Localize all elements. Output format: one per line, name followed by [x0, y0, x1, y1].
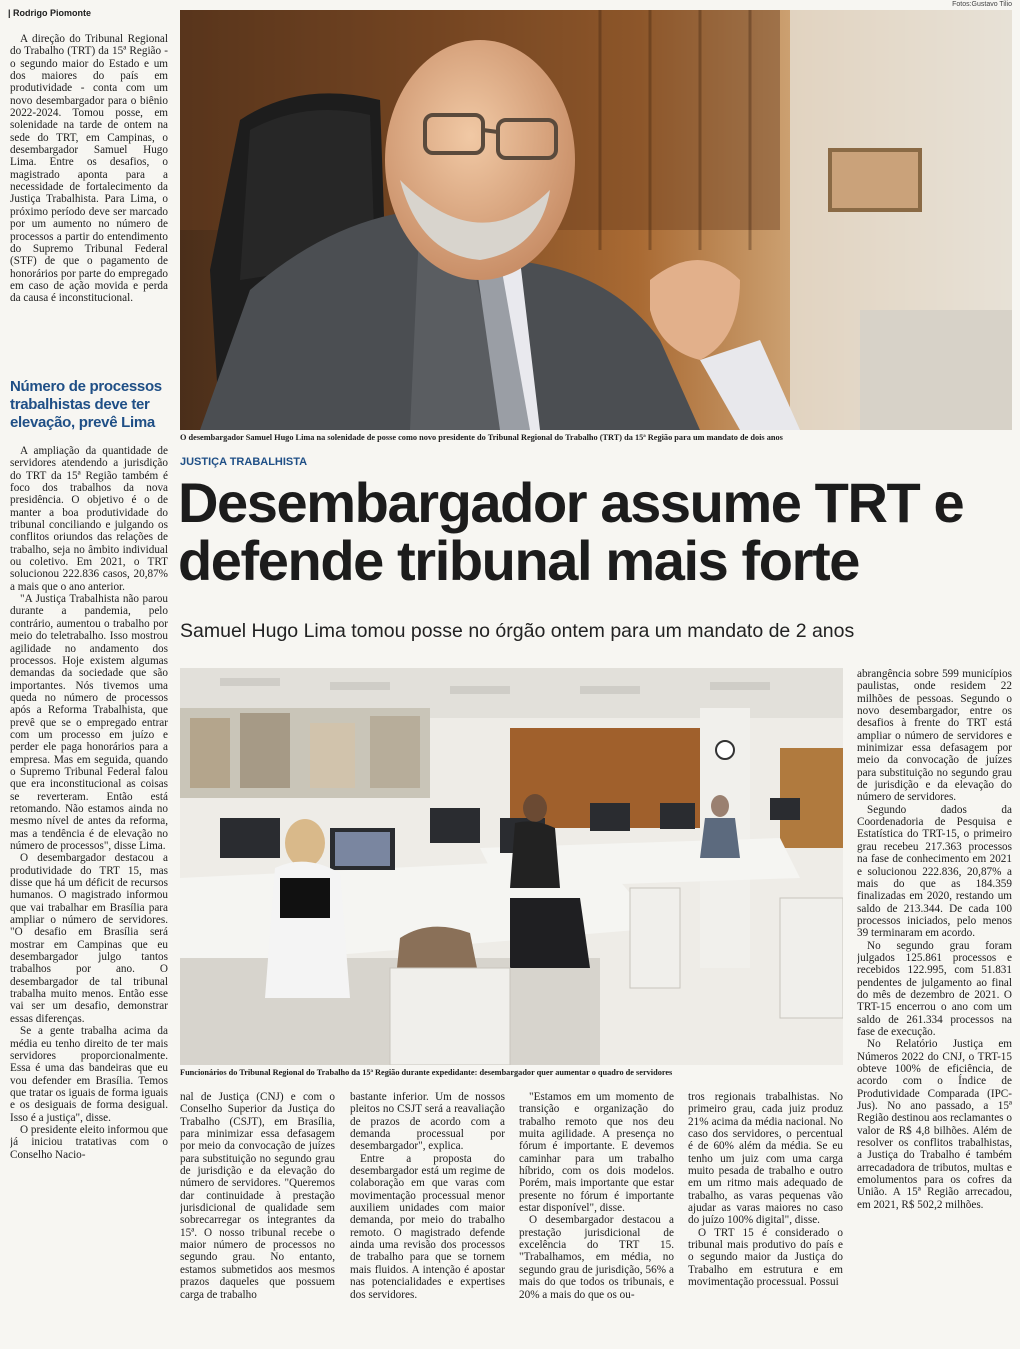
photo-office-illustration: [180, 668, 843, 1065]
headline: Desembargador assume TRT e defende tribunal mais forte: [178, 471, 964, 592]
deck: Samuel Hugo Lima tomou posse no órgão ontem para um mandato de 2 anos: [180, 620, 855, 642]
paragraph: A ampliação da quantidade de servidores atendendo a jurisdição do TRT da 15ª Região também é foco dos trabalhos da nova presidência. O objetivo é o de manter a boa produtividade do tribunal conciliando e julgando os conflitos oriundos das relações de trabalho, seja no âmbito individual ou coletivo. Em 2021, o TRT solucionou 222.836 casos, 20,87% a mais que o ano anterior.: [10, 445, 168, 593]
paragraph: O TRT 15 é considerado o tribunal mais produtivo do país e o segundo maior da Justiça do Trabalho em estrutura e em movimentação processual. Possui: [688, 1226, 843, 1289]
subheading: Número de processos trabalhistas deve ter elevação, prevê Lima: [10, 378, 162, 431]
paragraph: nal de Justiça (CNJ) e com o Conselho Superior da Justiça do Trabalho (CSJT), em Brasília, para minimizar essa defasagem por meio da convocação de juízes para substituição no segundo grau de jurisdição e da elevação do número de servidores. "Queremos dar continuidade à prestação jurisdicional de qualidade sem sobrecarregar os integrantes da 15ª. O nosso tribunal recebe o maior número de processos no segundo grau. No entanto, estamos submetidos aos mesmos prazos daqueles que possuem carga de trabalho: [180, 1091, 335, 1301]
photo-office: [180, 668, 843, 1065]
paragraph: Segundo dados da Coordenadoria de Pesquisa e Estatística do TRT-15, o primeiro grau recebeu 217.363 processos na fase de conhecimento em 2021 e solucionou 222.836, 20,87% a mais do que as 184.359 finalizadas em 2020, restando um saldo de 213.344. De cada 100 processos iniciados, pelo menos 39 terminaram em acordo.: [857, 803, 1012, 940]
paragraph: No segundo grau foram julgados 125.861 processos e recebidos 122.995, com 51.831 pendentes de julgamento ao final do mês de dezembro de 2021. O TRT-15 encerrou o ano com um saldo de 261.334 processos na fase de execução.: [857, 939, 1012, 1038]
paragraph: Entre a proposta do desembargador está um regime de colaboração em que varas com movimentação processual menor auxiliem unidades com maior demanda, por meio do trabalho remoto. O magistrado defende ainda uma revisão dos processos de trabalho para que se tornem mais fluidos. A intenção é apostar nas potencialidades e expertises dos servidores.: [350, 1152, 505, 1301]
article-column-bottom-4: [688, 1091, 843, 1345]
paragraph: O presidente eleito informou que já iniciou tratativas com o Conselho Nacio-: [10, 1123, 168, 1161]
paragraph: O desembargador destacou a produtividade do TRT 15, mas disse que há um déficit de recursos humanos. O magistrado informou que vai trabalhar em Brasília para ampliar o número de servidores. "O desafio em Brasília será mostrar em Campinas que eu desembargador julgo tantos trabalhos por ano. O desembargador de tal tribunal trabalha muito menos. Então esse vai ser um desafio, demonstrar essas diferenças.: [10, 852, 168, 1025]
paragraph: tros regionais trabalhistas. No primeiro grau, cada juiz produz 21% acima da média nacional. No caso dos servidores, o percentual é de 60% além da média. Se eu tenho um juiz com uma carga muito pesada de trabalho e outro em um ritmo mais adequado de trabalho, as varas pequenas vão ajudar as varas maiores no caso do juízo 100% digital", disse.: [688, 1091, 843, 1227]
article-column-bottom-3: [519, 1091, 674, 1345]
section-kicker: JUSTIÇA TRABALHISTA: [180, 456, 308, 468]
photo-credit: Fotos:Gustavo Tilio: [952, 1, 1012, 8]
byline: | Rodrigo Piomonte: [8, 8, 92, 18]
paragraph: "Estamos em um momento de transição e organização do trabalho remoto que nos deu muita agilidade. A presença no fórum é importante. E devemos caminhar para um trabalho híbrido, com os dois modelos. Porém, mais importante que estar presente no fórum é importante estar disponível", disse.: [519, 1091, 674, 1215]
paragraph: "A Justiça Trabalhista não parou durante a pandemia, pelo contrário, aumentou o trabalho por meio do teletrabalho. Isso mostrou agilidade no andamento dos processos. Hoje existem algumas demandas da sociedade que são importantes. Nós tivemos uma queda no número de processos após a Reforma Trabalhista, que prevê que se o empregado entrar com um processo em juízo e perder ele paga honorários para a empresa. Mas em seguida, quando o Supremo Tribunal Federal falou que era inconstitucional as coisas se reverteram. Então está retomando. Não estamos ainda no mesmo nível de antes da reforma, mas a tendência é de elevação no número de processos", disse Lima.: [10, 593, 168, 852]
paragraph: abrangência sobre 599 municípios paulistas, onde residem 22 milhões de pessoas. Segundo o novo desembargador, entre os desafios à frente do TRT está ampliar o número de servidores e minimizar essa defasagem por meio da convocação de juízes para substituição no segundo grau de jurisdição e da elevação do número de servidores.: [857, 668, 1012, 804]
paragraph: Se a gente trabalha acima da média eu tenho direito de ter mais servidores proporcionalmente. Essa é uma das bandeiras que eu vou defender em Brasília. Temos que tratar os iguais de forma iguais e os desiguais de forma desigual. Isso é a justiça", disse.: [10, 1025, 168, 1124]
paragraph: No Relatório Justiça em Números 2022 do CNJ, o TRT-15 obteve 100% de eficiência, de acordo com o Índice de Produtividade Comparada (IPC-Jus). No ano passado, a 15ª Região destinou aos reclamantes o valor de R$ 4,8 bilhões. Além de resolver os conflitos trabalhistas, a Justiça do Trabalho é também arrecadadora de tributos, multas e emolumentos para os cofres da União. A 15ª Região arrecadou, em 2021, R$ 502,2 milhões.: [857, 1038, 1012, 1211]
photo-caption: O desembargador Samuel Hugo Lima na solenidade de posse como novo presidente do Tribunal Regional do Trabalho (TRT) da 15ª Região para um mandato de dois anos: [180, 433, 783, 442]
paragraph: A direção do Tribunal Regional do Trabalho (TRT) da 15ª Região - o segundo maior do Estado e um dos maiores do país em produtividade - conta com um novo desembargador para o biênio 2022-2024. Tomou posse, em solenidade na tarde de ontem na sede do TRT, em Campinas, o desembargador Samuel Hugo Lima. Entre os desafios, o magistrado aponta para a necessidade de fortalecimento da Justiça Trabalhista. Para Lima, o próximo período deve ser marcado por um aumento no número de processos a partir do entendimento do Supremo Tribunal Federal (STF) de que o pagamento de honorários por parte do empregado em caso de ação movida e perda da causa é inconstitucional.: [10, 33, 168, 305]
article-column-left-bottom: [10, 445, 168, 1345]
article-column-left-top: [10, 33, 168, 373]
paragraph: bastante inferior. Um de nossos pleitos no CSJT será a reavaliação de prazos de acordo com a demanda processual por desembargador", explica.: [350, 1091, 505, 1153]
photo-desembargador: [180, 10, 1012, 430]
photo-caption: Funcionários do Tribunal Regional do Trabalho da 15ª Região durante expedidante: desembargador quer aumentar o quadro de servidores: [180, 1068, 673, 1077]
photo-desembargador-illustration: [180, 10, 1012, 430]
article-column-right: [857, 668, 1012, 1346]
article-column-bottom-1: [180, 1091, 335, 1345]
paragraph: O desembargador destacou a prestação jurisdicional de excelência do TRT 15. "Trabalhamos, em média, no segundo grau de jurisdição, 56% a mais do que todos os tribunais, e 20% a mais do que os ou-: [519, 1214, 674, 1301]
article-column-bottom-2: [350, 1091, 505, 1345]
